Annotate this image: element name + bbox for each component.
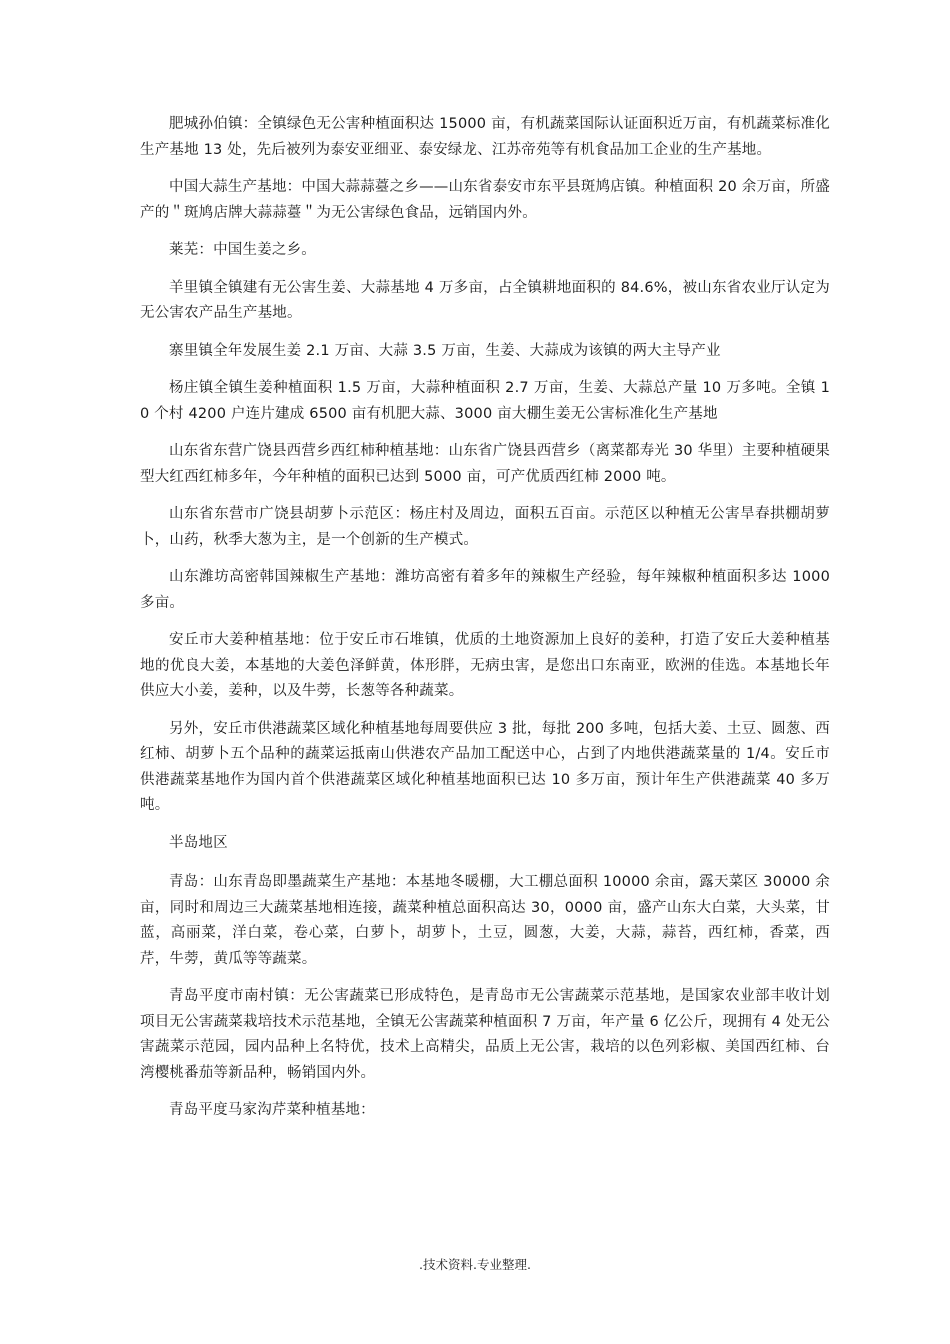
section-heading-peninsula: 半岛地区: [169, 834, 228, 851]
document-body: [140, 112, 830, 1136]
paragraph-carrot-demo-zone: 山东省东营市广饶县胡萝卜示范区：杨庄村及周边，面积五百亩。示范区以种植无公害旱春拱棚胡萝卜，山药，秋季大葱为主，是一个创新的生产模式。: [140, 506, 830, 548]
paragraph-anqiu-hk-supply: 另外，安丘市供港蔬菜区域化种植基地每周要供应 3 批，每批 200 多吨，包括大姜、土豆、圆葱、西红柿、胡萝卜五个品种的蔬菜运抵南山供港农产品加工配送中心，占到了内地供港蔬菜量的 1/4。安丘市供港蔬菜基地作为国内首个供港蔬菜区域化种植基地面积已达 10 多万亩，预计年生产供港蔬菜 40 多万吨。: [140, 720, 830, 813]
page-footer: .技术资料.专业整理.: [419, 1257, 531, 1272]
paragraph-anqiu-ginger: 安丘市大姜种植基地：位于安丘市石堆镇，优质的土地资源加上良好的姜种，打造了安丘大姜种植基地的优良大姜，本基地的大姜色泽鲜黄，体形胖，无病虫害，是您出口东南亚，欧洲的佳选。本基地长年供应大小姜，姜种，以及牛蒡，长葱等各种蔬菜。: [140, 632, 830, 699]
paragraph-feicheng-sunbo: 肥城孙伯镇：全镇绿色无公害种植面积达 15000 亩，有机蔬菜国际认证面积近万亩，有机蔬菜标准化生产基地 13 处，先后被列为泰安亚细亚、泰安绿龙、江苏帝苑等有机食品加工企业的生产基地。: [140, 116, 830, 158]
paragraph-pingdu-majiagou: 青岛平度马家沟芹菜种植基地：: [169, 1102, 375, 1118]
paragraph-garlic-base: 中国大蒜生产基地：中国大蒜蒜薹之乡——山东省泰安市东平县斑鸠店镇。种植面积 20 余万亩，所盛产的＂斑鸠店牌大蒜蒜薹＂为无公害绿色食品，远销国内外。: [140, 179, 830, 221]
paragraph-yangzhuang-town: 杨庄镇全镇生姜种植面积 1.5 万亩，大蒜种植面积 2.7 万亩，生姜、大蒜总产量 10 万多吨。全镇 10 个村 4200 户连片建成 6500 亩有机肥大蒜、3000 亩大棚生姜无公害标准化生产基地: [140, 380, 830, 422]
paragraph-xiying-tomato: 山东省东营广饶县西营乡西红柿种植基地：山东省广饶县西营乡（离菜都寿光 30 华里）主要种植硬果型大红西红柿多年，今年种植的面积已达到 5000 亩，可产优质西红柿 2000 吨。: [140, 443, 830, 485]
paragraph-yangli-town: 羊里镇全镇建有无公害生姜、大蒜基地 4 万多亩，占全镇耕地面积的 84.6%，被山东省农业厅认定为无公害农产品生产基地。: [140, 279, 830, 321]
paragraph-gaomi-pepper: 山东潍坊高密韩国辣椒生产基地：潍坊高密有着多年的辣椒生产经验，每年辣椒种植面积多达 1000 多亩。: [140, 569, 830, 611]
paragraph-zhaili-town: 寨里镇全年发展生姜 2.1 万亩、大蒜 3.5 万亩，生姜、大蒜成为该镇的两大主导产业: [169, 342, 721, 359]
paragraph-qingdao-jimo: 青岛：山东青岛即墨蔬菜生产基地：本基地冬暖棚，大工棚总面积 10000 余亩，露天菜区 30000 余亩，同时和周边三大蔬菜基地相连接，蔬菜种植总面积高达 30，0000 亩，盛产山东大白菜，大头菜，甘蓝，高丽菜，洋白菜，卷心菜，白萝卜，胡萝卜，土豆，圆葱，大姜，大蒜，蒜苔，西红柿，香菜，西芹，牛蒡，黄瓜等等蔬菜。: [140, 874, 830, 967]
paragraph-laiwu: 莱芜：中国生姜之乡。: [169, 242, 316, 258]
paragraph-pingdu-nancun: 青岛平度市南村镇：无公害蔬菜已形成特色，是青岛市无公害蔬菜示范基地，是国家农业部丰收计划项目无公害蔬菜栽培技术示范基地，全镇无公害蔬菜种植面积 7 万亩，年产量 6 亿公斤，现拥有 4 处无公害蔬菜示范园，园内品种上名特优，技术上高精尖，品质上无公害，栽培的以色列彩椒、美国西红柿、台湾樱桃番茄等新品种，畅销国内外。: [140, 988, 830, 1081]
